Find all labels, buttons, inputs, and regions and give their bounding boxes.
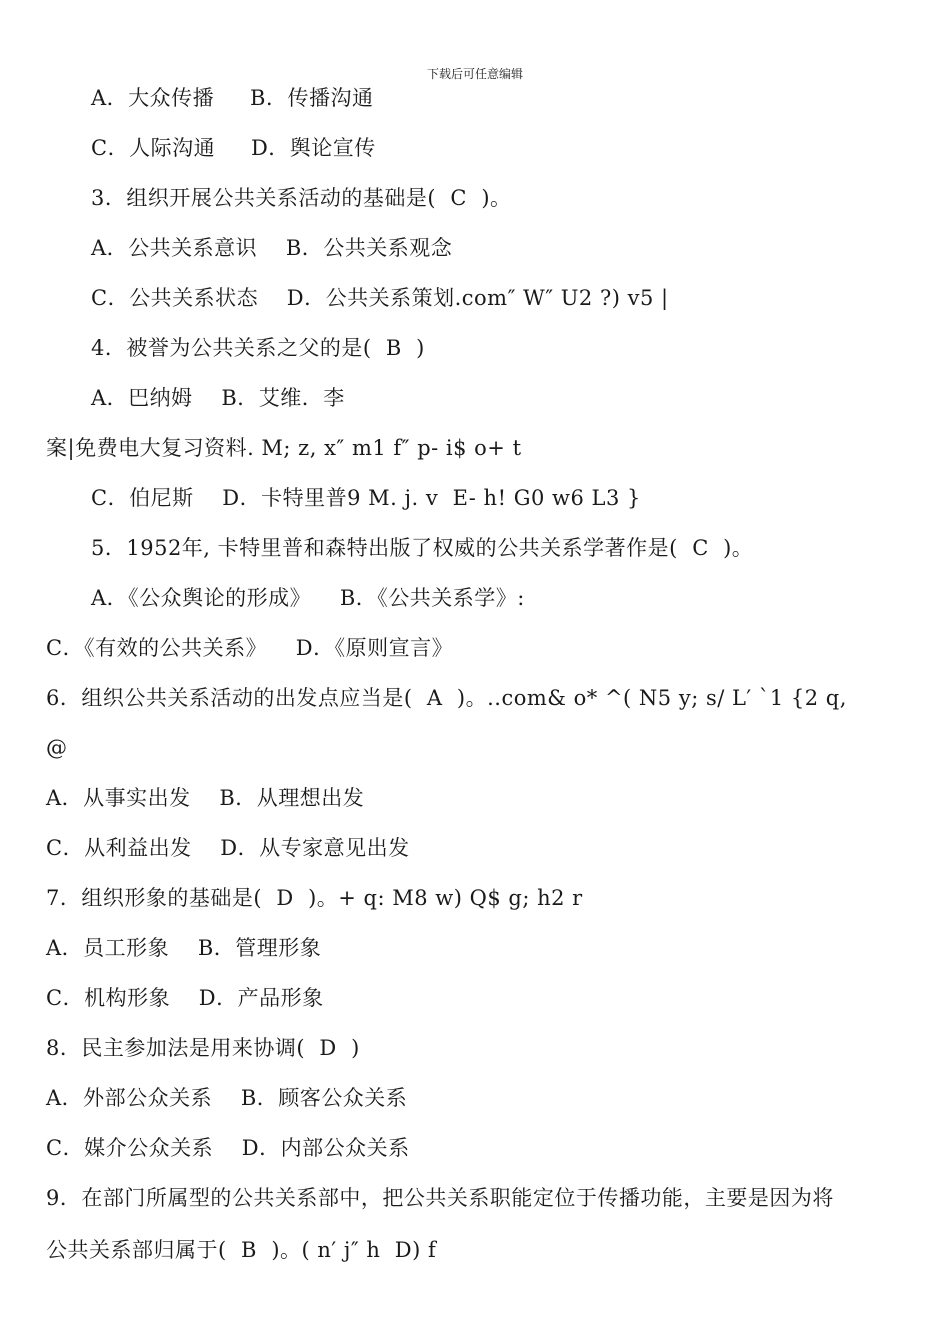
question-7: 7．组织形象的基础是( D )。+ q: M8 w) Q$ g; h2 r	[46, 886, 583, 910]
option-line: C．从利益出发 D．从专家意见出发	[46, 836, 410, 860]
option-line: C．公共关系状态 D．公共关系策划.com″ W″ U2 ?) v5 |	[91, 286, 669, 310]
question-6: 6．组织公共关系活动的出发点应当是( A )。..com& o* ^( N5 y; s/ L′ `1 {2 q,	[46, 686, 847, 710]
text-line: @	[46, 736, 68, 760]
text-line: 案|免费电大复习资料. M; z, x″ m1 f″ p- i$ o+ t	[46, 436, 522, 460]
option-line: A．从事实出发 B．从理想出发	[46, 786, 365, 810]
question-3: 3．组织开展公共关系活动的基础是( C )。	[91, 186, 512, 210]
option-line: C．人际沟通 D．舆论宣传	[91, 136, 376, 160]
option-line: A．《公众舆论的形成》 B．《公共关系学》:	[91, 586, 525, 610]
option-line: A．外部公众关系 B．顾客公众关系	[46, 1086, 408, 1110]
option-line: A．大众传播 B．传播沟通	[91, 86, 374, 110]
text-line: 公共关系部归属于( B )。( n′ j″ h D) f	[46, 1238, 437, 1262]
option-line: C．伯尼斯 D．卡特里普9 M. j. v E- h! G0 w6 L3 }	[91, 486, 641, 510]
option-line: C．《有效的公共关系》 D．《原则宣言》	[46, 636, 454, 660]
question-8: 8．民主参加法是用来协调( D )	[46, 1036, 360, 1060]
option-line: A．公共关系意识 B．公共关系观念	[91, 236, 453, 260]
page-header: 下载后可任意编辑	[426, 67, 523, 81]
question-9: 9．在部门所属型的公共关系部中，把公共关系职能定位于传播功能，主要是因为将	[46, 1186, 834, 1210]
option-line: A．员工形象 B．管理形象	[46, 936, 322, 960]
option-line: C．机构形象 D．产品形象	[46, 986, 324, 1010]
question-4: 4．被誉为公共关系之父的是( B )	[91, 336, 425, 360]
option-line: A．巴纳姆 B．艾维．李	[91, 386, 345, 410]
option-line: C．媒介公众关系 D．内部公众关系	[46, 1136, 410, 1160]
question-5: 5．1952年, 卡特里普和森特出版了权威的公共关系学著作是( C )。	[91, 536, 754, 560]
